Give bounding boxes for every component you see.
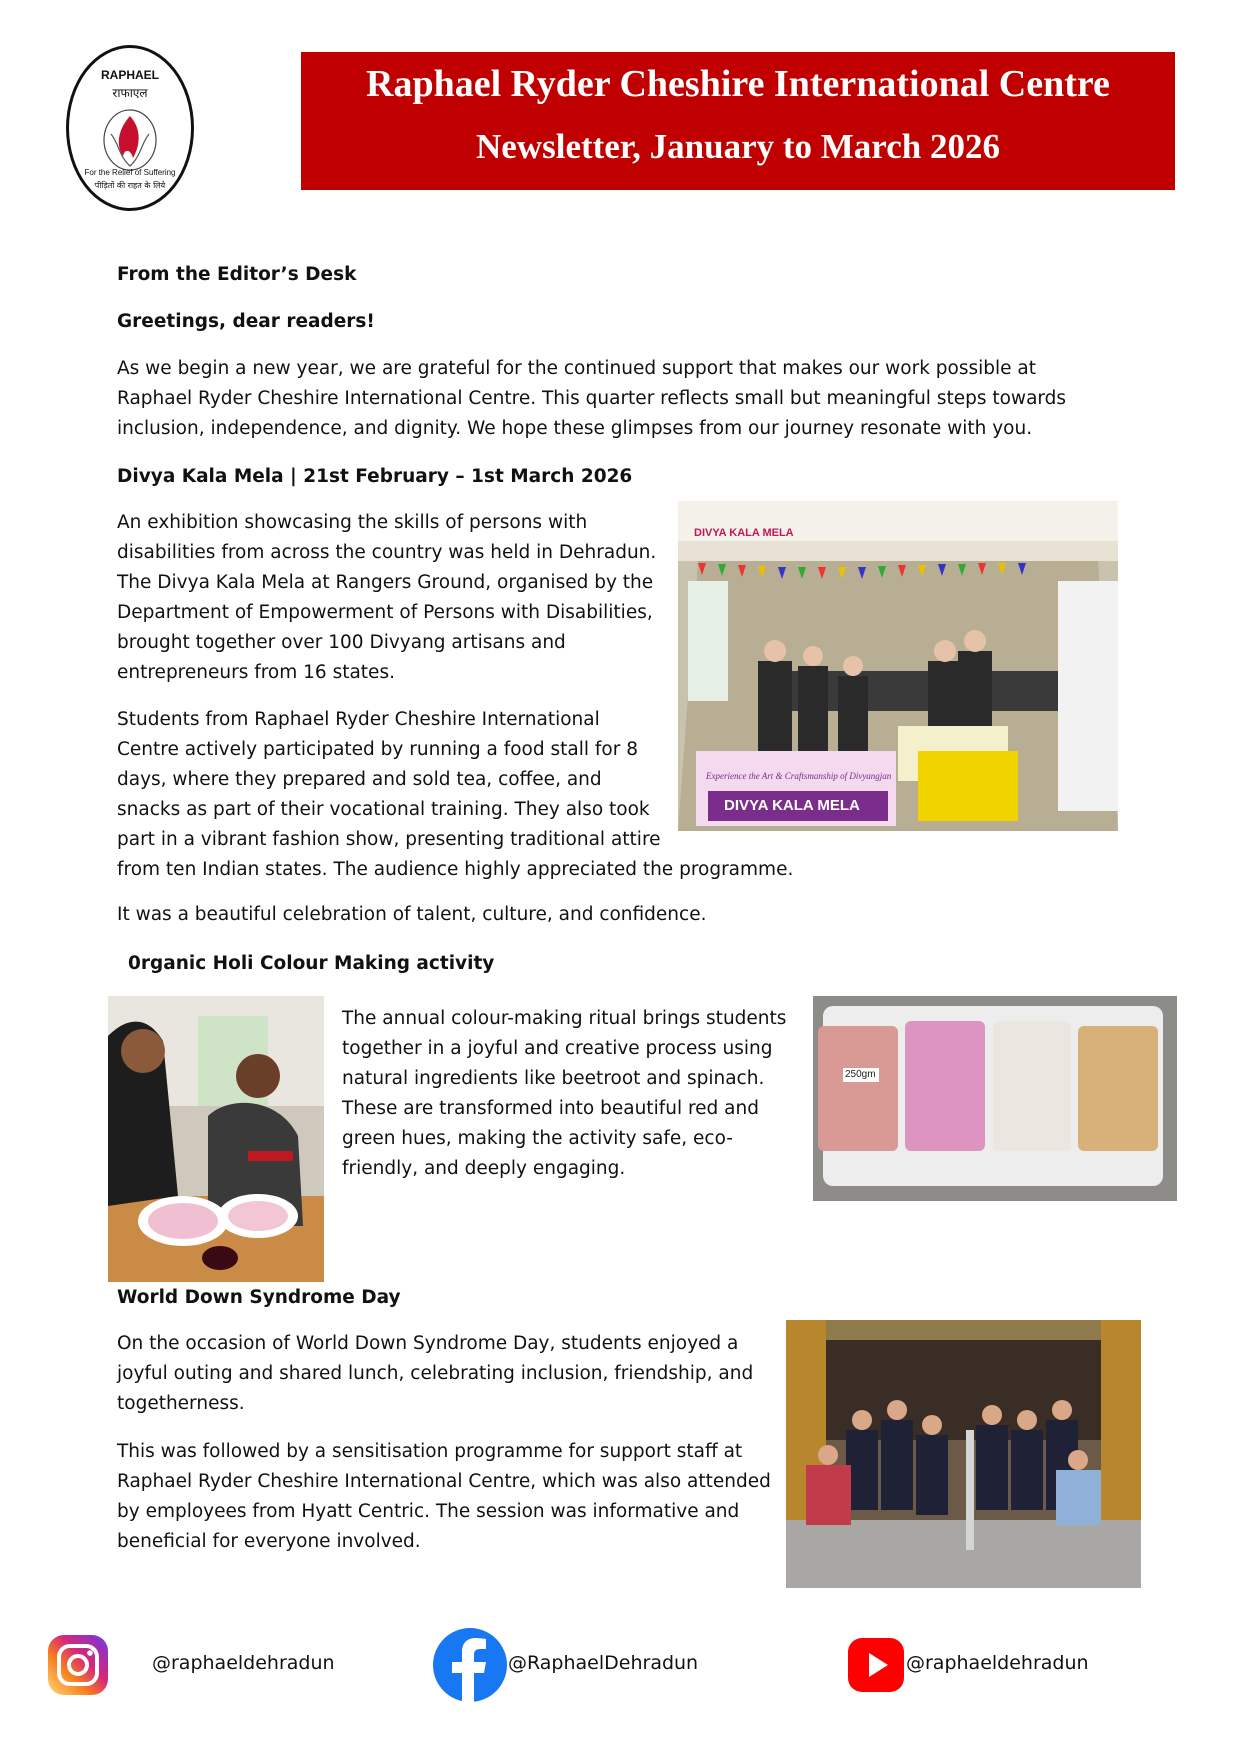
divya-paragraph-1 (117, 508, 677, 688)
text-line: These are transformed into beautiful red and (342, 1098, 759, 1119)
header-banner (301, 52, 1175, 190)
text-line: disabilities from across the country was held in Dehradun. (117, 542, 657, 563)
holi-paragraph (342, 1004, 802, 1184)
text-line: part in a vibrant fashion show, presenting traditional attire (117, 829, 661, 850)
text-line: An exhibition showcasing the skills of persons with (117, 512, 588, 533)
text-line: by employees from Hyatt Centric. The session was informative and (117, 1501, 740, 1522)
down-syndrome-group-photo (786, 1320, 1141, 1588)
text-line: days, where they prepared and sold tea, coffee, and (117, 769, 602, 790)
facebook-icon[interactable] (432, 1627, 508, 1703)
instagram-handle[interactable]: @raphaeldehradun (152, 1652, 335, 1674)
youtube-icon[interactable] (846, 1632, 906, 1698)
divya-kala-mela-heading: Divya Kala Mela | 21st February – 1st March 2026 (117, 466, 633, 487)
holi-colour-bags-photo (813, 996, 1177, 1201)
newsletter-title: Raphael Ryder Cheshire International Centre (366, 63, 1110, 105)
text-line: entrepreneurs from 16 states. (117, 662, 395, 683)
text-line: friendly, and deeply engaging. (342, 1158, 626, 1179)
editor-paragraph (117, 354, 1137, 444)
bag-weight-label: 250gm (845, 1069, 876, 1080)
text-line: inclusion, independence, and dignity. We hope these glimpses from our journey resonate with you. (117, 418, 1033, 439)
logo-motto-en: For the Relief of Suffering (84, 168, 176, 177)
editor-heading: From the Editor’s Desk (117, 264, 357, 285)
text-line: green hues, making the activity safe, eco- (342, 1128, 733, 1149)
facebook-handle[interactable]: @RaphaelDehradun (508, 1652, 699, 1674)
instagram-icon[interactable] (46, 1633, 110, 1697)
text-line: togetherness. (117, 1393, 245, 1414)
logo-name-hi: राफाएल (112, 86, 148, 100)
text-line: This was followed by a sensitisation programme for support staff at (117, 1441, 743, 1462)
text-line: Students from Raphael Ryder Cheshire International (117, 709, 600, 730)
flame-emblem-icon (101, 104, 159, 176)
text-line: Department of Empowerment of Persons with Disabilities, (117, 602, 653, 623)
stall-banner-caption: Experience the Art & Craftsmanship of Divyangjan (706, 771, 892, 781)
stall-banner-top-text: DIVYA KALA MELA (694, 527, 794, 539)
text-line: Centre actively participated by running a food stall for 8 (117, 739, 638, 760)
text-line: The annual colour-making ritual brings students (342, 1008, 787, 1029)
holi-heading: 0rganic Holi Colour Making activity (128, 953, 495, 974)
text-line: joyful outing and shared lunch, celebrating inclusion, friendship, and (117, 1363, 754, 1384)
down-syndrome-paragraph-1 (117, 1329, 777, 1419)
text-line: Raphael Ryder Cheshire International Centre, which was also attended (117, 1471, 771, 1492)
newsletter-subtitle: Newsletter, January to March 2026 (476, 127, 1000, 166)
down-syndrome-heading: World Down Syndrome Day (117, 1287, 401, 1308)
editor-greeting: Greetings, dear readers! (117, 311, 375, 332)
text-line: together in a joyful and creative process using (342, 1038, 773, 1059)
text-line: As we begin a new year, we are grateful for the continued support that makes our work possible at (117, 358, 1037, 379)
divya-kala-mela-stall-photo (678, 501, 1118, 831)
text-line: On the occasion of World Down Syndrome Day, students enjoyed a (117, 1333, 739, 1354)
text-line: The Divya Kala Mela at Rangers Ground, organised by the (117, 572, 654, 593)
logo-name-en: RAPHAEL (100, 68, 159, 82)
raphael-logo (66, 45, 194, 211)
text-line: from ten Indian states. The audience highly appreciated the programme. (117, 859, 794, 880)
text-line: natural ingredients like beetroot and spinach. (342, 1068, 765, 1089)
text-line: Raphael Ryder Cheshire International Centre. This quarter reflects small but meaningful steps towards (117, 388, 1067, 409)
text-line: snacks as part of their vocational training. They also took (117, 799, 650, 820)
divya-paragraph-3: It was a beautiful celebration of talent, culture, and confidence. (117, 904, 707, 925)
holi-colour-making-photo (108, 996, 324, 1282)
text-line: brought together over 100 Divyang artisans and (117, 632, 566, 653)
youtube-handle[interactable]: @raphaeldehradun (906, 1652, 1089, 1674)
logo-motto-hi: पीड़ितों की राहत के लिये (94, 181, 166, 190)
stall-banner-main-text: DIVYA KALA MELA (724, 797, 860, 814)
down-syndrome-paragraph-2 (117, 1437, 777, 1557)
text-line: beneficial for everyone involved. (117, 1531, 421, 1552)
